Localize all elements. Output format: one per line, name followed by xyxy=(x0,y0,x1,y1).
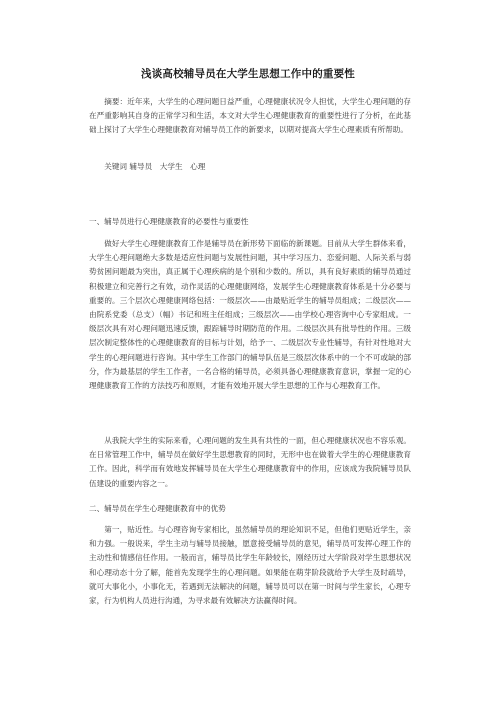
section-heading-2: 二、辅导员在学生心理健康教育中的优势 xyxy=(89,504,226,513)
section-heading-1: 一、辅导员进行心理健康教育的必要性与重要性 xyxy=(89,217,249,226)
section1-paragraph-1: 做好大学生心理健康教育工作是辅导员在新形势下面临的新课题。目前从大学生群体来看，大学生心理问题绝大多数是适应性问题与发展性问题，其中学习压力、恋爱问题、人际关系与弱势贫困问题最为突出，真正属于心理疾病的是个别和少数的。所以，具有良好素质的辅导员通过积极建立和完善行之有效，动作灵活的心理健康网络，发展学生心理健康教育体系是十分必要与重要的。三个层次心理健康网络包括：一级层次——由最贴近学生的辅导员组成；二级层次——由院系党委（总支）（幅）书记和班主任组成；三级层次——由学校心理咨询中心专家组成。一级层次具有对心理问题迅速反馈，跟踪辅导时期防范的作用。二级层次具有批导性的作用。三级层次制定整体性的心理健康教育的目标与计划，给予一、二级层次专业性辅导，有针对性地对大学生的心理问题进行咨询。其中学生工作部门的辅导队伍是三级层次体系中的一个不可或缺的部分，作为最基层的学生工作者，一名合格的辅导员，必须具备心理健康教育意识，掌握一定的心理健康教育工作的方法技巧和原则，才能有效地开展大学生思想的工作与心理教育工作。 xyxy=(89,239,411,391)
keywords-line: 关键词 辅导员 大学生 心理 xyxy=(104,162,206,171)
section2-paragraph-1: 第一，贴近性。与心理咨询专家相比，虽然辅导员的理论知识不足，但他们更贴近学生，亲和力强。一般说来，学生主动与辅导员接触，愿意接受辅导员的意见，辅导员可发挥心理工作的主动性和情感信任作用。一般而言，辅导员比学生年龄较长，刚经历过大学阶段对学生思想状况和心理动态十分了解，能首先发现学生的心理问题。如果能在萌芽阶段就给予大学生及时疏导，就可大事化小，小事化无，若遇到无法解决的问题，辅导员可以在第一时间与学生家长，心理专家，行为机构人员进行沟通，为寻求最有效解决方法赢得时间。 xyxy=(89,525,411,606)
abstract-paragraph: 摘要：近年来，大学生的心理问题日益严重，心理健康状况令人担忧，大学生心理问题的存在严重影响其自身的正常学习和生活，本文对大学生心理健康教育的重要性进行了分析，在此基础上探讨了大学生心理健康教育对辅导员工作的新要求，以期对提高大学生心理素质有所帮助。 xyxy=(89,97,411,135)
section1-paragraph-2: 从我院大学生的实际来看，心理问题的发生具有共性的一面，但心理健康状况也不容乐观。在日常管理工作中，辅导员在做好学生思想教育的同时，无形中也在做着大学生的心理健康教育工作。因此，科学而有效地发挥辅导员在大学生心理健康教育中的作用，应该成为我院辅导员队伍建设的重要内容之一。 xyxy=(89,436,411,488)
document-title: 浅谈高校辅导员在大学生思想工作中的重要性 xyxy=(141,68,355,80)
